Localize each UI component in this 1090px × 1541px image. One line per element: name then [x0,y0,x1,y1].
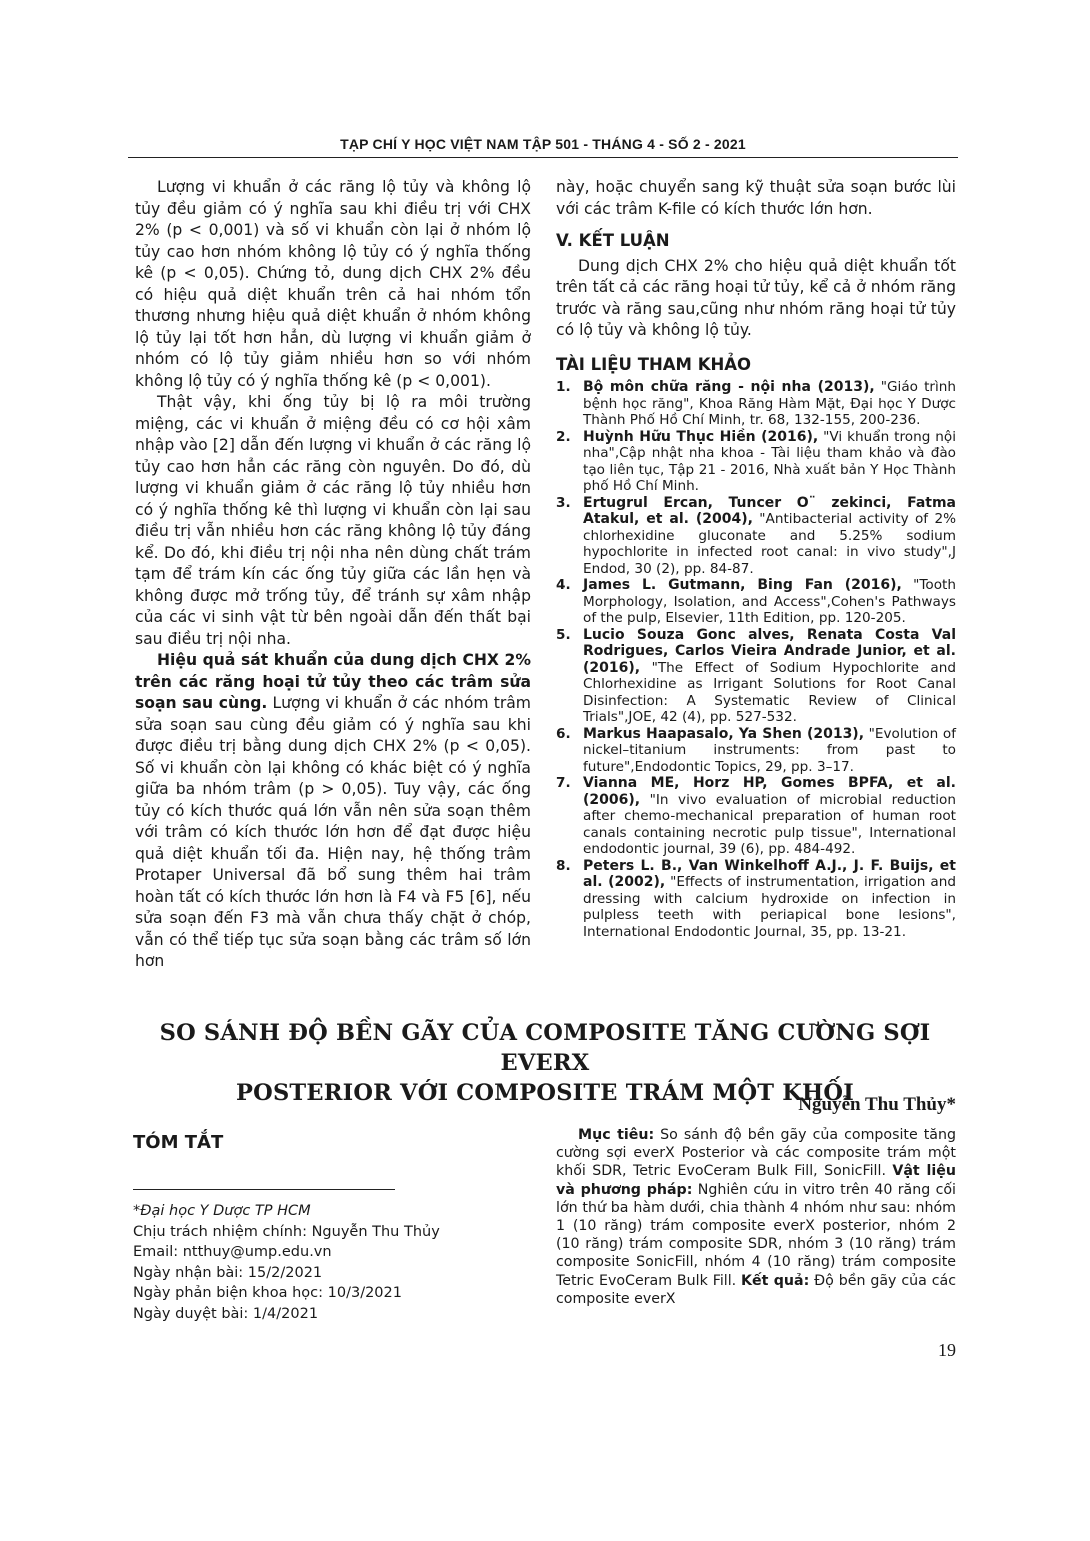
section-heading-references: TÀI LIỆU THAM KHẢO [556,354,752,374]
reference-text: "Effects of instrumentation, irrigation and dressing with calcium hydroxide on infection in pulpless teeth with periapical bone lesions", International Endodontic Journal, 35, pp. 13-21. [583,874,956,940]
reference-item [556,775,956,858]
reference-authors: Markus Haapasalo, Ya Shen (2013), [583,725,865,742]
reference-authors: Peters L. B., Van Winkelhoff A.J., J. F. Buijs, et al. (2002), [583,857,956,890]
reference-number: 2. [556,428,571,445]
paragraph: Lượng vi khuẩn ở các răng lộ tủy và không lộ tủy đều giảm có ý nghĩa sau khi điều trị với CHX 2% (p < 0,001) và số vi khuẩn còn lại ở nhóm lộ tủy cao hơn nhóm không lộ tủy có ý nghĩa thống kê (p < 0,05). Chứng tỏ, dung dịch CHX 2% đều có hiệu quả diệt khuẩn trên cả hai nhóm tổn thương nhưng hiệu quả diệt khuẩn ở nhóm không lộ tủy lại tốt hơn hẳn, dù lượng vi khuẩn giảm ở nhóm có lộ tủy giảm nhiều hơn so với nhóm không lộ tủy có ý nghĩa thống kê (p < 0,001). [135,178,531,390]
responsible-author: Chịu trách nhiệm chính: Nguyễn Thu Thủy [133,1223,440,1240]
subsection-heading: Hiệu quả sát khuẩn của dung dịch CHX 2% trên các răng hoại tử tủy theo các trâm sửa soạn sau cùng. [135,651,531,712]
reference-authors: Bộ môn chữa răng - nội nha (2013), [583,379,875,395]
reference-item [556,627,956,726]
reference-text: "Antibacterial activity of 2% chlorhexidine gluconate and 5.25% sodium hypochlorite in infected root canal: in vivo study",J Endod, 30 (2), pp. 84-87. [583,511,957,577]
abstract-text: Độ bền gãy của các composite everX [556,1272,957,1307]
reference-authors: James L. Gutmann, Bing Fan (2016), [583,577,902,593]
email: Email: ntthuy@ump.edu.vn [133,1244,332,1260]
article-author: Nguyễn Thu Thủy* [798,1094,956,1115]
received-date: Ngày nhận bài: 15/2/2021 [133,1264,323,1281]
journal-header: TẠP CHÍ Y HỌC VIỆT NAM TẬP 501 - THÁNG 4 - SỐ 2 - 2021 [340,136,746,152]
reference-authors: Lucio Souza Gonc alves, Renata Costa Val Rodrigues, Carlos Vieira Andrade Junior, et al. (2016), [583,626,956,676]
abstract-text: So sánh độ bền gãy của composite tăng cường sợi everX Posterior và các composite trám một khối SDR, Tetric EvoCeram Bulk Fill, SonicFill. [556,1127,957,1180]
abstract-label-objective: Mục tiêu: [578,1127,655,1143]
reference-item [556,726,956,776]
abstract-label-methods: Vật liệu và phương pháp: [556,1163,956,1198]
reference-item [556,429,956,495]
footnote-rule [133,1189,395,1190]
abstract-text: Nghiên cứu in vitro trên 40 răng cối lớn thứ ba hàm dưới, chia thành 4 nhóm như sau: nhóm 1 (10 răng) trám composite everX posterior, nhóm 2 (10 răng) trám composite SDR, nhóm 3 (10 răng) trám composite SonicFill, nhóm 4 (10 răng) trám composite Tetric EvoCeram Bulk Fill. [556,1181,956,1289]
reference-authors: Vianna ME, Horz HP, Gomes BPFA, et al. (2006), [583,775,956,808]
article-title-line: POSTERIOR VỚI COMPOSITE TRÁM MỘT KHỐI [236,1080,854,1106]
section-heading-conclusion: V. KẾT LUẬN [556,231,670,250]
footnotes [133,1201,543,1324]
paragraph: Dung dịch CHX 2% cho hiệu quả diệt khuẩn tốt trên tất cả các răng hoại tử tủy, kể cả ở nhóm răng trước và răng sau,cũng như nhóm răng hoại tử tủy có lộ tủy và không lộ tủy. [556,256,956,339]
reference-text: "Vi khuẩn trong nội nha",Cập nhật nha khoa - Tài liệu tham khảo và đào tạo liên tục, Tập 21 - 2016, Nhà xuất bản Y Học Thành phố Hồ Chí Minh. [583,428,956,494]
right-column [556,177,956,940]
reference-item [556,379,956,429]
abstract-paragraph [556,1126,956,1308]
abstract-label-results: Kết quả: [741,1272,810,1289]
paragraph: Thật vậy, khi ống tủy bị lộ ra môi trường miệng, các vi khuẩn ở miệng đều có cơ hội xâm nhập vào [2] dẫn đến lượng vi khuẩn ở các răng lộ tủy cao hơn hẳn các răng còn nguyên. Do đó, dù lượng vi khuẩn giảm ở các răng lộ tủy nhiều hơn có ý nghĩa thống kê thì lượng vi khuẩn còn lại sau điều trị vẫn nhiều hơn các răng không lộ tủy đáng kể. Do đó, khi điều trị nội nha nên dùng chất trám tạm để trám kín các ống tủy giữa các lần hẹn và không được mở trống tủy, để tránh sự xâm nhập của các vi sinh vật từ bên ngoài dẫn đến thất bại sau điều trị nội nha. [135,393,531,648]
approval-date: Ngày duyệt bài: 1/4/2021 [133,1305,319,1322]
reference-number: 7. [556,775,571,791]
reference-text: "The Effect of Sodium Hypochlorite and Chlorhexidine as Irrigant Solutions for Root Canal Disinfection: A Systematic Review of Clinical Trials",JOE, 42 (4), pp. 527-532. [583,659,956,725]
reference-item [556,858,956,941]
reference-authors: Ertugrul Ercan, Tuncer O¨ zekinci, Fatma Atakul, et al. (2004), [583,494,956,527]
reference-item [556,577,956,627]
reference-text: "In vivo evaluation of microbial reduction after chemo-mechanical preparation of human root canals containing necrotic pulp tissue", International endodontic journal, 39 (6), pp. 484-492. [583,791,956,857]
reference-number: 8. [556,857,571,874]
reference-list [556,379,956,940]
affiliation: *Đại học Y Dược TP HCM [133,1203,311,1219]
reference-text: "Tooth Morphology, Isolation, and Access",Cohen's Pathways of the pulp, Elsevier, 11th Edition, pp. 120-205. [583,577,956,626]
paragraph-text: Lượng vi khuẩn ở các nhóm trâm sửa soạn sau cùng đều giảm có ý nghĩa sau khi được điều trị bằng dung dịch CHX 2% (p < 0,05). Số vi khuẩn còn lại không có khác biệt có ý nghĩa giữa ba nhóm trâm (p > 0,05). Tuy vậy, các ống tủy có kích thước quá lớn vẫn nên sửa soạn thêm với trâm có kích thước lớn hơn để đạt được hiệu quả diệt khuẩn tối đa. Hiện nay, hệ thống trâm Protaper Universal đã bổ sung thêm hai trâm hoàn tất có kích thước lớn hơn là F4 và F5 [6], nếu sửa soạn đến F3 mà vẫn chưa thấy chặt ở chóp, vẫn có thể tiếp tục sửa soạn bằng các trâm số lớn hơn [135,694,531,970]
header-rule [128,157,958,158]
review-date: Ngày phản biện khoa học: 10/3/2021 [133,1285,402,1301]
reference-number: 3. [556,494,571,511]
reference-number: 5. [556,626,571,643]
paragraph: này, hoặc chuyển sang kỹ thuật sửa soạn bước lùi với các trâm K-file có kích thước lớn hơn. [556,178,956,218]
paragraph [135,650,531,973]
reference-text: "Giáo trình bệnh học răng", Khoa Răng Hàm Mặt, Đại học Y Dược Thành Phố Hồ Chí Minh, tr. 68, 132-155, 200-236. [583,379,956,428]
reference-item [556,495,956,578]
reference-number: 1. [556,379,571,395]
reference-number: 4. [556,577,571,593]
reference-text: "Evolution of nickel–titanium instruments: from past to future",Endodontic Topics, 29, pp. 3–17. [583,725,956,775]
reference-number: 6. [556,725,571,742]
reference-authors: Huỳnh Hữu Thục Hiền (2016), [583,428,819,445]
page-number: 19 [938,1340,956,1360]
summary-heading: TÓM TẮT [133,1132,224,1153]
abstract [556,1126,956,1308]
article-title-line: SO SÁNH ĐỘ BỀN GÃY CỦA COMPOSITE TĂNG CƯỜNG SỢI EVERX [159,1020,931,1076]
left-column [135,177,531,973]
